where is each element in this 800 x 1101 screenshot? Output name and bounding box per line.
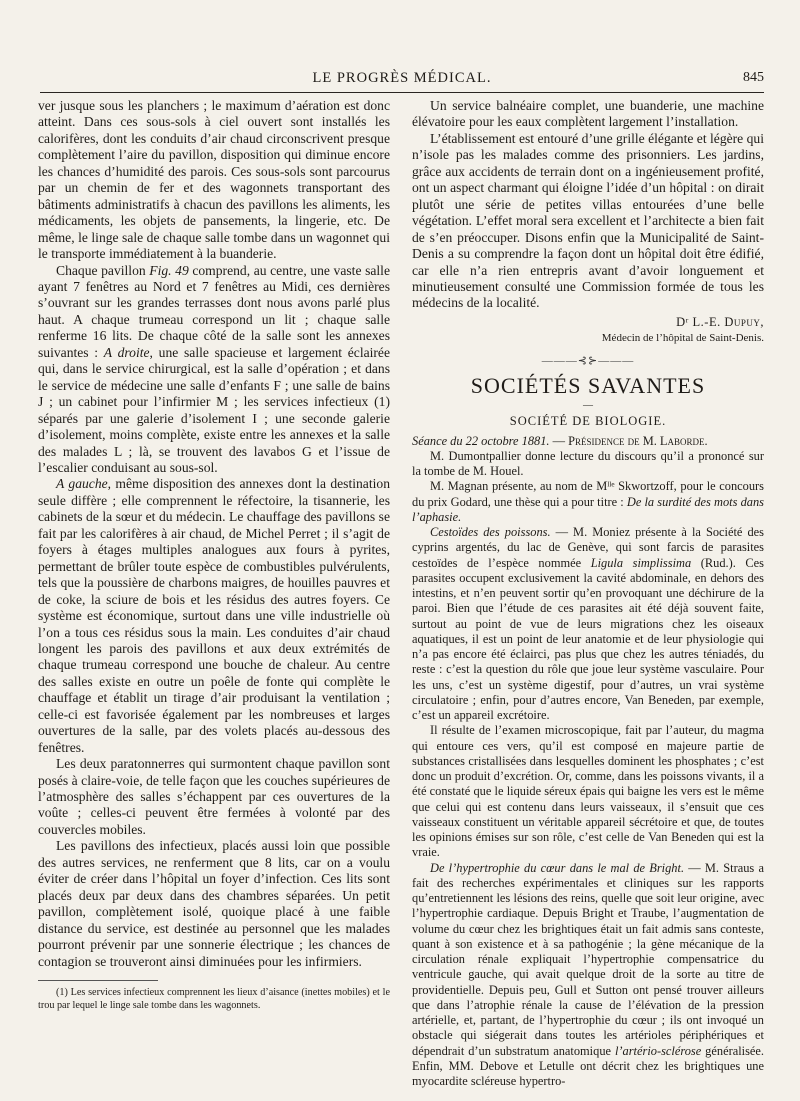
left-column: [38, 98, 390, 1012]
subsection-title: SOCIÉTÉ DE BIOLOGIE.: [509, 414, 667, 429]
paragraph-infectieux: Les pavillons des infectieux, placés aussi loin que possible des autres services, ne renferment que 8 lits, car on a voulu éviter de créer dans l’hôpital un foyer d’infection. Ces lits sont placés deux par deux dans des chambres séparées. Un petit pavillon, complètement isolé, quoique placé à une faible distance du service, est destinée au personnel que les malades pourront prévenir par une sonnerie électrique ; les chances de contagion se trouveront ainsi diminuées pour les infirmiers.: [38, 838, 390, 969]
section-ornament: ———⊰⊱———: [541, 354, 635, 367]
paragraph-dumontpallier: M. Dumontpallier donne lecture du discours qu’il a prononcé sur la tombe de M. Houel.: [412, 448, 764, 479]
seance-line: [412, 434, 764, 449]
paragraph-sous-sols: ver jusque sous les planchers ; le maximum d’aération est donc atteint. Dans ces sous-sols à ciel ouvert sont installés les calorifères, dont les conduits d’air chaud circonscrivent presque complètement l’aire du pavillon, disposition qui diminue encore les chances d’humidité des parois. Ces sous-sols sont parcourus par un chemin de fer et des wagonnets transportant des bâtiments administratifs à chacun des pavillons les aliments, les médicaments, les objets de pansements, la lingerie, etc. De même, le linge sale de chaque salle tombe dans un wagonnet qui le transporte immédiatement à la buanderie.: [38, 98, 390, 262]
footnote-rule: [38, 980, 158, 981]
paragraph-etablissement: L’établissement est entouré d’une grille élégante et légère qui n’isole pas les malades comme des prisonniers. Les jardins, grâce aux accidents de terrain dont on a ingénieusement profité, ont un aspect charmant qui éloigne l’idée d’un hôpital : on dirait plutôt une série de petites villas entourées d’une belle végétation. L’effet moral sera excellent et l’architecte a bien fait de s’en préoccuper. Disons enfin que la Municipalité de Saint-Denis a su comprendre la façon dont un hôpital doit être édifié, car elle n’a rien entrepris avant d’avoir longuement et minutieusement consulté une Commission formée de tous les médecins de la localité.: [412, 130, 764, 311]
text-run: — M. Straus a fait des recherches expérimentales et cliniques sur les rapports qu’entretiennent les lésions des reins, quelle que soit leur origine, avec l’hypertrophie cardiaque. Depuis Bright et Traube, l’augmentation de volume du cœur chez les brightiques était un fait admis sans conteste, quant à son existence et à sa pathogénie ; la gène mécanique de la circulation rénale expliquait l’hypertrophie compensatrice du ventricule gauche, qui avait quelque droit de la sorte au titre de providentielle. Depuis peu, Gull et Sutton ont pensé trouver ailleurs que dans l’atrophie rénale la cause de l’élévation de la pression artérielle, et, partant, de l’hypertrophie du cœur ; ils ont invoqué un obstacle qui siégerait dans toutes les artérioles périphériques et dépendrait d’un substratum anatomique: [412, 860, 764, 1058]
text-run: généralisée. Enfin, MM. Debove et Letulle ont décrit chez les brightiques une myocardite scléreuse hypertro-: [412, 1043, 764, 1089]
hypertrophie-title: De l’hypertrophie du cœur dans le mal de Bright.: [430, 860, 685, 875]
footnote: (1) Les services infectieux comprennent les lieux d’aisance (inettes mobiles) et le trou par lequel le linge sale tombe dans les wagonnets.: [38, 987, 390, 1012]
a-droite-label: A droite: [103, 344, 150, 360]
cestoides-title: Cestoïdes des poissons.: [430, 525, 551, 540]
society-report: [412, 434, 764, 1090]
paragraph-service-balneaire: Un service balnéaire complet, une buanderie, une machine élévatoire pour les eaux complètent largement l’installation.: [412, 98, 764, 130]
paragraph-magnan: [412, 479, 764, 525]
text-run: Chaque pavillon: [56, 262, 150, 278]
journal-title: LE PROGRÈS MÉDICAL.: [312, 70, 492, 86]
text-run: (Rud.). Ces parasites occupent exclusivement la cavité abdominale, en dehors des intestins, et n’en peuvent sortir qu’en provoquant une déchirure de la paroi. Bien que l’étude de ces parasites ait été déjà souvent faite, surtout au point de vue de leurs migrations chez les oiseaux aquatiques, il est un point de leur anatomie et de leur physiologie qui n’a pas encore été éclairci, pas plus que chez les autres téniadés, du reste : c’est la question du rôle que joue leur système vasculaire. Pour les uns, c’est un système digestif, pour d’autres, un vrai système circulatoire ; enfin, pour d’autres encore, Van Beneden, par exemple, c’est un appareil excrétoire.: [412, 555, 765, 723]
seance-date: Séance du 22 octobre 1881.: [412, 433, 550, 448]
page-number: 845: [743, 70, 764, 85]
figure-reference: Fig. 49: [149, 262, 189, 278]
paragraph-cestoides: [412, 525, 764, 723]
section-dash: —: [583, 400, 593, 412]
running-header: [40, 70, 764, 90]
paragraph-hypertrophie: [412, 861, 764, 1090]
header-rule: [40, 92, 764, 93]
text-run: — M. Moniez présente à la Société des cyprins argentés, du lac de Genève, qui sont farcis de parasites cestoïdes de l’espèce nommée: [412, 525, 764, 570]
text-run: , même disposition des annexes dont la destination seule diffère ; elle comprennent le réfectoire, la tisannerie, les cabinets de la sœur et du médecin. Le chauffage des pavillons se fait par les calorifères à air chaud, de Michel Perret ; il s’agit de foyers à étages multiples analogues aux fours à pyrites, permettant de brûler toute espèce de combustibles pulvérulents, tels que la poussière de charbons maigres, de houilles pauvres et de coke, la sciure de bois et les résidus des autres foyers. Ce système est économique, surtout dans une ville industrielle où l’on a tous ces résidus sous la main. Les conduites d’air chaud longent les parois des pavillons et aux deux extrémités de chaque trumeau correspond une bouche de chaleur. Au centre des salles existe en outre un poêle de fonte qui complète le chauffage et établit un tirage d’air produisant la ventilation ; celle-ci est favorisée également par les nombreuses et larges ouvertures de la salle, par des volets placés au-dessous des fenêtres.: [38, 476, 390, 755]
paragraph-paratonnerres: Les deux paratonnerres qui surmontent chaque pavillon sont posés à claire-voie, de telle façon que les couches supérieures de l’atmosphère des salles s’échappent par ces ouvertures de la voûte ; celles-ci peuvent être fermées à volonté par des couvercles mobiles.: [38, 756, 390, 837]
thesis-title: De la surdité des mots dans l’aphasie.: [412, 494, 764, 524]
text-run: , une salle spacieuse et largement éclairée qui, dans le service chirurgical, est la salle d’opération ; et dans le service de médecine une salle d’enfants F ; une salle de bains J ; un cabinet pour l’infirmier M ; les services infectieux (1) séparés par une galerie d’isolement I ; une seconde galerie d’isolement, moins complète, existe entre les annexes et la salle des malades L ; là, se trouvent des lavabos G et l’issue de l’escalier conduisant au sous-sol.: [38, 344, 390, 475]
right-column: [412, 98, 764, 1089]
paragraph-a-gauche: [38, 476, 390, 756]
author-signature: Dʳ L.-E. Dupuy,: [676, 314, 764, 329]
text-run: M. Magnan présente, au nom de Mˡˡᵉ Skwortzoff, pour le concours du prix Godard, une thèse qui a pour titre :: [412, 479, 764, 509]
presidence: — Présidence de M. Laborde.: [549, 433, 708, 448]
section-title: SOCIÉTÉS SAVANTES: [470, 373, 706, 399]
author-role: Médecin de l’hôpital de Saint-Denis.: [601, 332, 764, 345]
text-run: comprend, au centre, une vaste salle ayant 7 fenêtres au Nord et 7 fenêtres au Midi, ces dernières s’ouvrant sur les grandes terrasses dont nous avons parlé plus haut. A chaque trumeau correspond un lit ; chaque salle renferme 16 lits. De chaque côté de la salle sont les annexes suivantes :: [38, 262, 390, 360]
species-name: Ligula simplissima: [590, 555, 692, 570]
arterio-sclerose-term: l’artério-sclérose: [614, 1043, 702, 1058]
paragraph-pavillon: [38, 263, 390, 477]
a-gauche-label: A gauche: [56, 476, 108, 492]
paragraph-examen: Il résulte de l’examen microscopique, fait par l’auteur, du magma qui entoure ces vers, qu’il est composé en majeure partie de substances cristallisées dans lesquelles dominent les phosphates ; c’est donc un produit d’excrétion. Or, comme, dans les poissons vivants, il a été constaté que le liquide séreux épais qui baigne les vers est le même que celui qui est contenu dans leurs vaisseaux, il s’ensuit que ces vaisseaux constituent un véritable appareil sécrétoire et que, de toutes les opinions émises sur son rôle, c’est celle de Van Beneden qui est la vraie.: [412, 723, 764, 860]
